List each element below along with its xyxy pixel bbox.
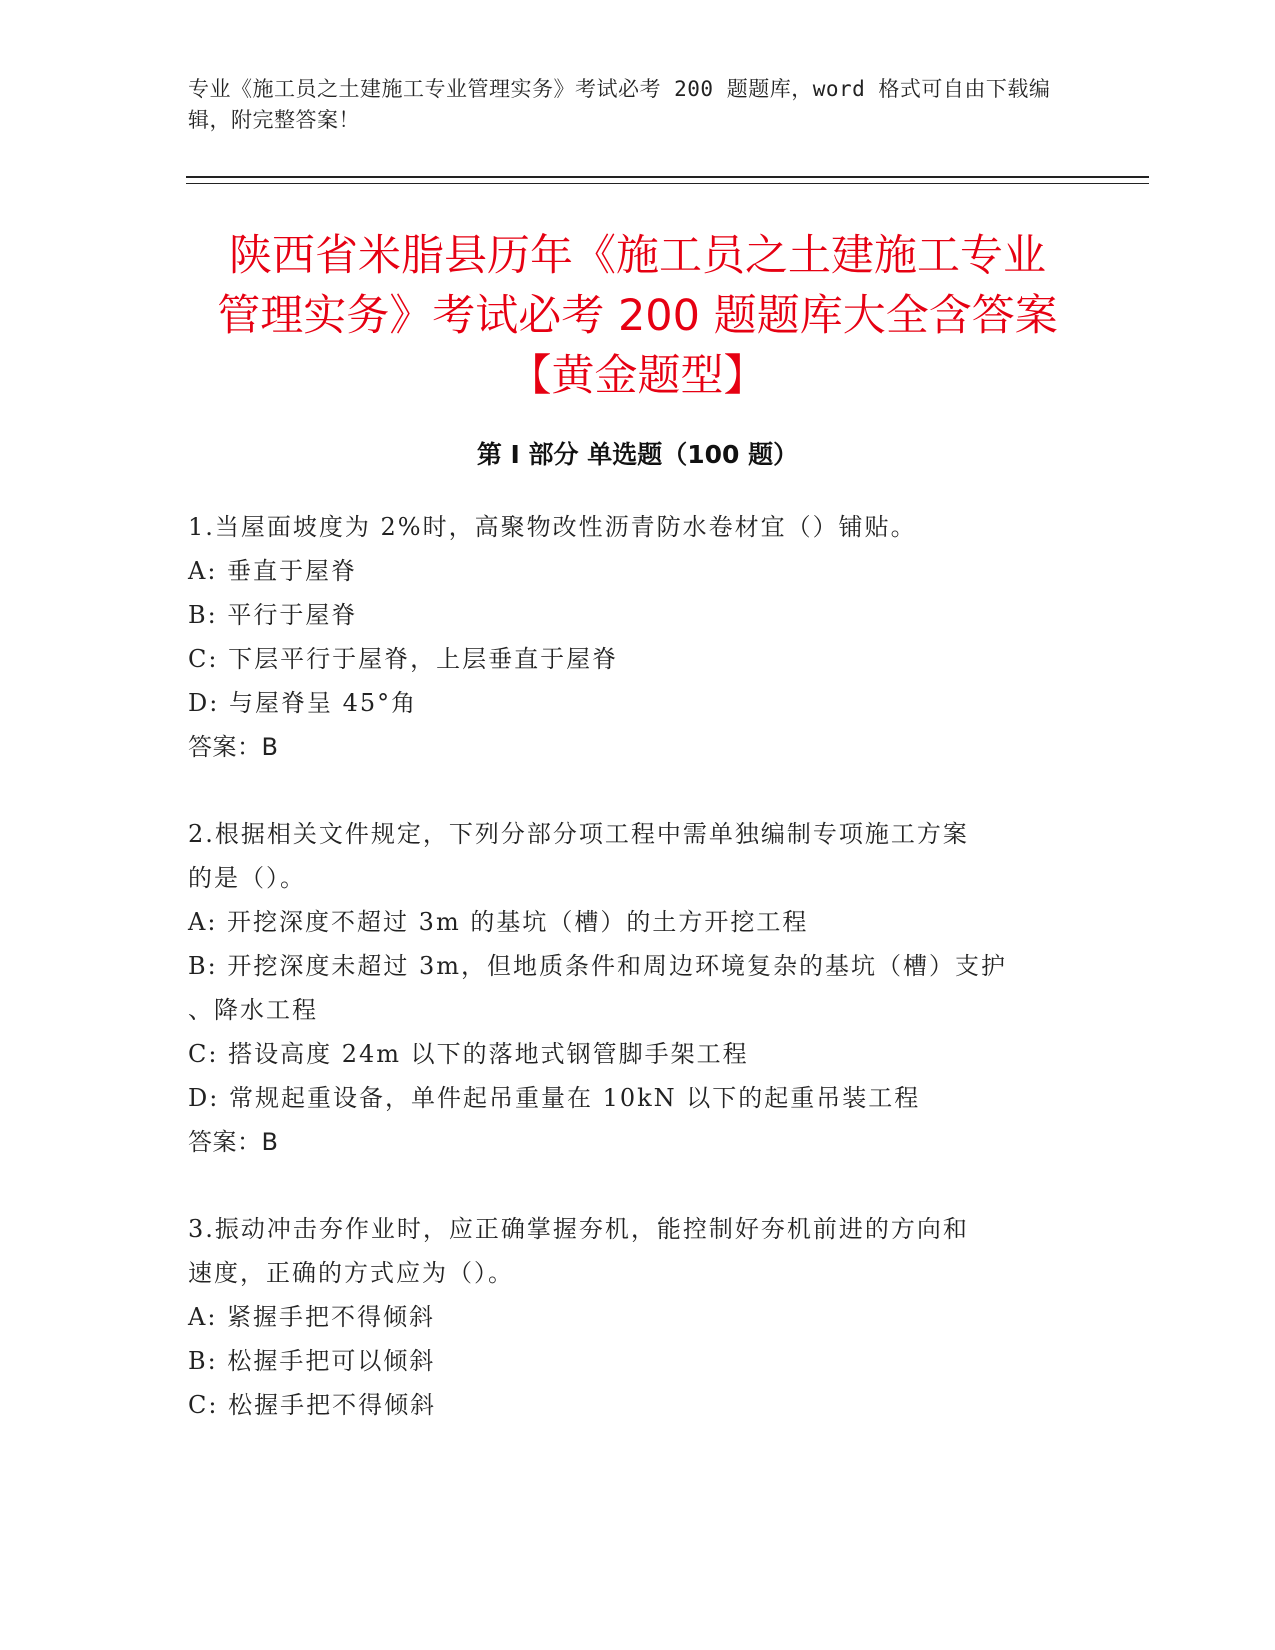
question-1-answer: 答案：B (188, 733, 279, 761)
question-3-text-line-1: 3.振动冲击夯作业时，应正确掌握夯机，能控制好夯机前进的方向和 (188, 1215, 969, 1243)
question-3-text-line-2: 速度，正确的方式应为（）。 (188, 1259, 514, 1287)
question-3-option-b: B: 松握手把可以倾斜 (188, 1347, 436, 1375)
question-2-option-b-continued: 、降水工程 (188, 996, 318, 1024)
question-1-option-b: B: 平行于屋脊 (188, 601, 358, 629)
header-divider-thick (186, 176, 1149, 178)
question-3-option-a: A: 紧握手把不得倾斜 (188, 1303, 436, 1331)
title-line-3: 【黄金题型】 (508, 351, 767, 401)
question-2-option-d: D: 常规起重设备，单件起吊重量在 10kN 以下的起重吊装工程 (188, 1084, 921, 1112)
question-2-option-a: A: 开挖深度不超过 3m 的基坑（槽）的土方开挖工程 (188, 908, 809, 936)
question-1-option-d: D: 与屋脊呈 45°角 (188, 689, 418, 717)
title-line-2: 管理实务》考试必考 200 题题库大全含答案 (217, 291, 1058, 341)
question-1-option-c: C: 下层平行于屋脊，上层垂直于屋脊 (188, 645, 619, 673)
question-1-text: 1.当屋面坡度为 2%时，高聚物改性沥青防水卷材宜（）铺贴。 (188, 513, 917, 541)
document-title (150, 226, 1125, 406)
header-note: 专业《施工员之土建施工专业管理实务》考试必考 200 题题库，word 格式可自由下载编辑，附完整答案！ (188, 77, 1051, 132)
question-2-option-b: B: 开挖深度未超过 3m，但地质条件和周边环境复杂的基坑（槽）支护 (188, 952, 1008, 980)
question-2-option-c: C: 搭设高度 24m 以下的落地式钢管脚手架工程 (188, 1040, 749, 1068)
question-2-answer: 答案：B (188, 1128, 279, 1156)
question-2-text-line-2: 的是（）。 (188, 864, 306, 892)
section-title: 第 I 部分 单选题（100 题） (476, 440, 799, 469)
question-3-option-c: C: 松握手把不得倾斜 (188, 1391, 437, 1419)
title-line-1: 陕西省米脂县历年《施工员之土建施工专业 (229, 231, 1046, 281)
question-1-option-a: A: 垂直于屋脊 (188, 557, 358, 585)
question-2-text-line-1: 2.根据相关文件规定，下列分部分项工程中需单独编制专项施工方案 (188, 820, 969, 848)
header-divider-thin (186, 183, 1149, 184)
